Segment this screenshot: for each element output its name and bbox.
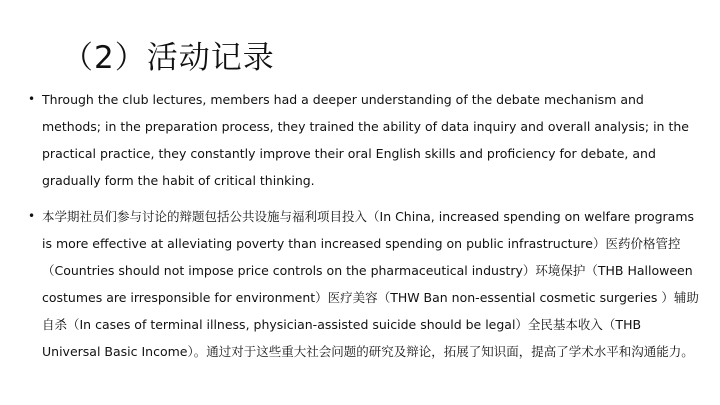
slide-title: （2）活动记录: [62, 40, 275, 76]
bullet-item-debate-topics: [26, 203, 702, 365]
bullet-dot-icon: •: [28, 92, 36, 106]
bullet-text: 本学期社员们参与讨论的辩题包括公共设施与福利项目投入（In China, increased spending on welfare programs is more effective at alleviating poverty than increased spending on public infrastructure）医药价格管控（Countries should not impose price controls on the pharmaceutical industry）环境保护（THB Halloween costumes are irresponsible for environment）医疗美容（THW Ban non-essential cosmetic surgeries ）辅助自杀（In cases of terminal illness, physician-assisted suicide should be legal）全民基本收入（THB Universal Basic Income）。通过对于这些重大社会问题的研究及辩论，拓展了知识面，提高了学术水平和沟通能力。: [42, 209, 699, 359]
bullet-text: Through the club lectures, members had a deeper understanding of the debate mechanism and methods; in the preparation process, they trained the ability of data inquiry and overall analysis; in the practical practice, they constantly improve their oral English skills and proficiency for debate, and gradually form the habit of critical thinking.: [42, 92, 689, 188]
bullet-dot-icon: •: [28, 209, 36, 223]
bullet-list: [26, 86, 702, 365]
bullet-item-english-summary: [26, 86, 702, 194]
